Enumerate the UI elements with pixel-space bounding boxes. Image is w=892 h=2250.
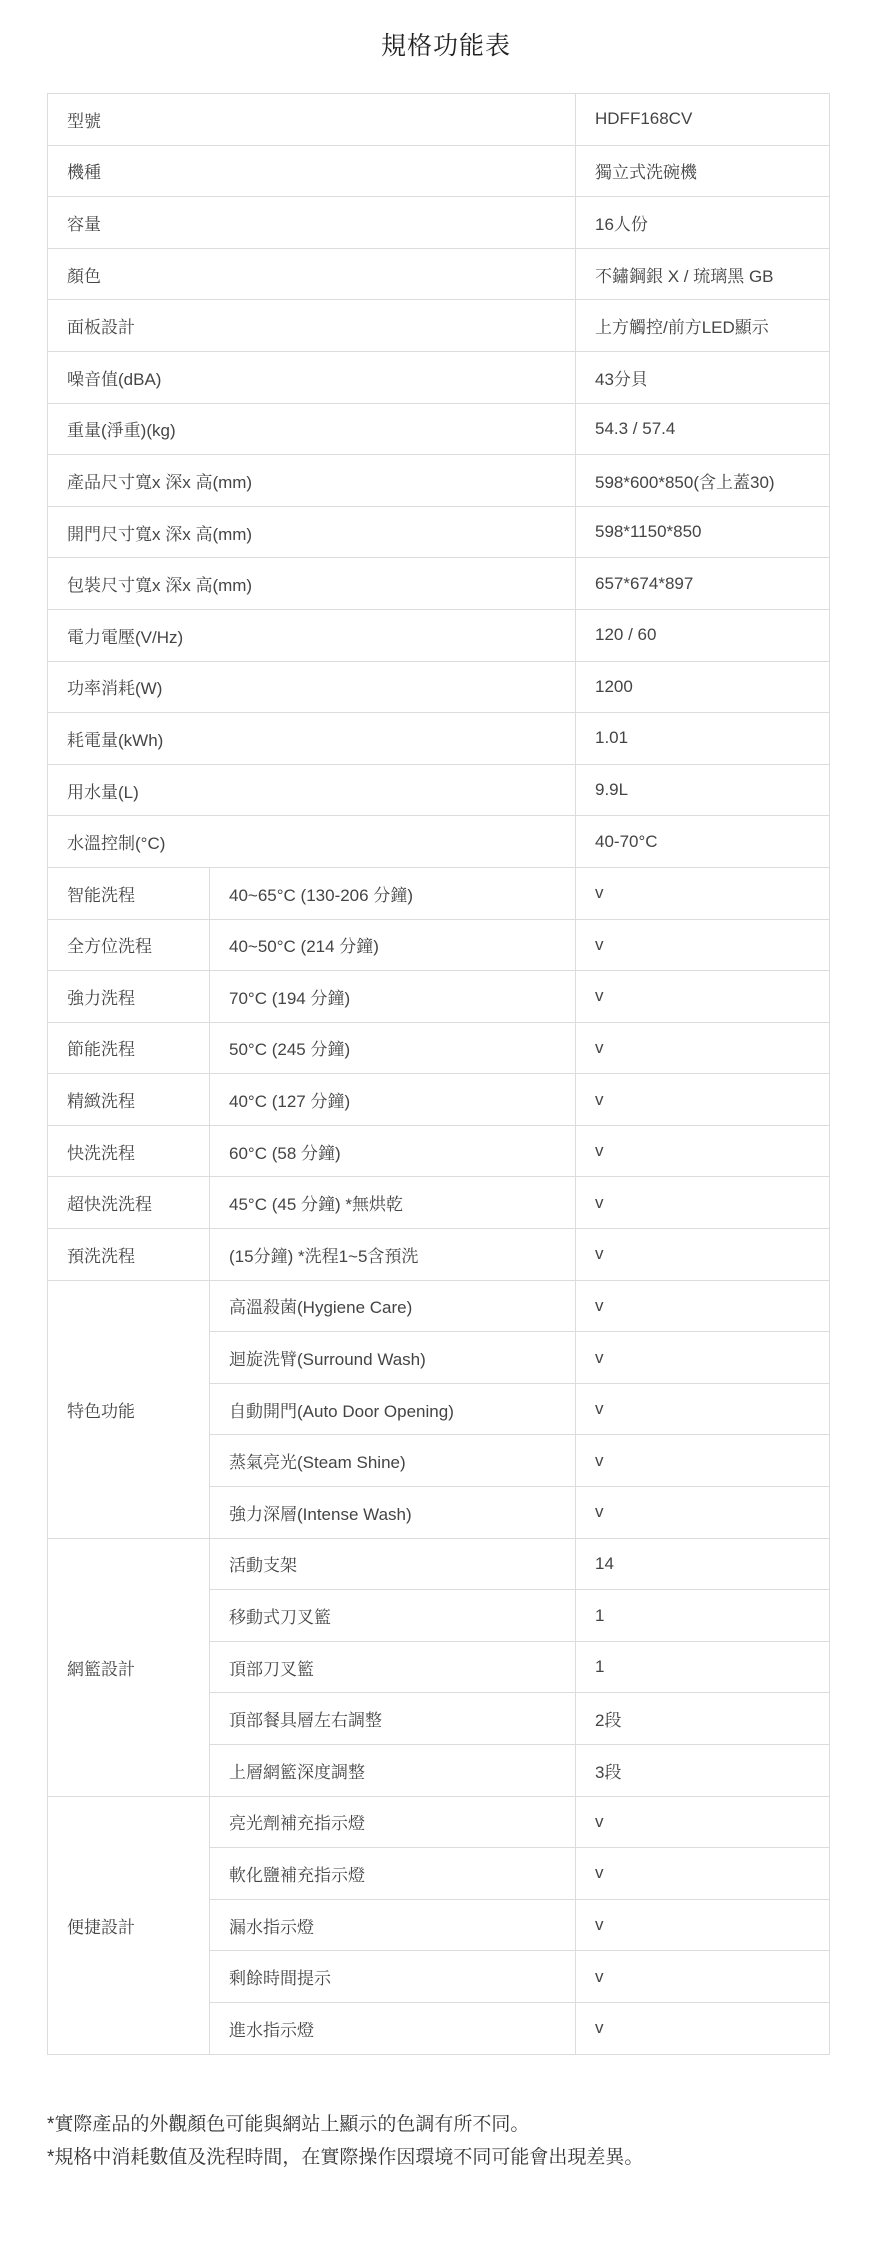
- spec-label: 產品尺寸寬x 深x 高(mm): [48, 455, 576, 507]
- program-description: 45°C (45 分鐘) *無烘乾: [210, 1177, 576, 1229]
- footnote-color: *實際產品的外觀顏色可能與網站上顯示的色調有所不同。: [47, 2114, 530, 2135]
- spec-label: 型號: [48, 94, 576, 146]
- feature-value: v: [576, 1383, 830, 1435]
- feature-label: 上層網籃深度調整: [210, 1745, 576, 1797]
- spec-label: 開門尺寸寬x 深x 高(mm): [48, 506, 576, 558]
- feature-label: 移動式刀叉籃: [210, 1590, 576, 1642]
- spec-label: 水溫控制(°C): [48, 816, 576, 868]
- feature-value: v: [576, 1951, 830, 2003]
- feature-label: 剩餘時間提示: [210, 1951, 576, 2003]
- program-name: 智能洗程: [48, 867, 210, 919]
- program-value: v: [576, 867, 830, 919]
- table-row: [48, 867, 830, 919]
- spec-value: 1.01: [576, 713, 830, 765]
- program-description: 40~65°C (130-206 分鐘): [210, 867, 576, 919]
- feature-value: v: [576, 2002, 830, 2054]
- program-value: v: [576, 919, 830, 971]
- spec-label: 包裝尺寸寬x 深x 高(mm): [48, 558, 576, 610]
- feature-value: v: [576, 1435, 830, 1487]
- feature-label: 迴旋洗臂(Surround Wash): [210, 1332, 576, 1384]
- spec-value: 獨立式洗碗機: [576, 145, 830, 197]
- feature-label: 強力深層(Intense Wash): [210, 1487, 576, 1539]
- table-row: [48, 558, 830, 610]
- spec-value: 657*674*897: [576, 558, 830, 610]
- footnotes: [47, 2108, 643, 2174]
- table-row: [48, 248, 830, 300]
- spec-value: 不鏽鋼銀 X / 琉璃黑 GB: [576, 248, 830, 300]
- program-description: (15分鐘) *洗程1~5含預洗: [210, 1229, 576, 1281]
- spec-label: 功率消耗(W): [48, 661, 576, 713]
- table-row: [48, 455, 830, 507]
- table-row: [48, 661, 830, 713]
- feature-value: v: [576, 1899, 830, 1951]
- group-name: 特色功能: [48, 1280, 210, 1538]
- table-row: [48, 764, 830, 816]
- table-row: [48, 351, 830, 403]
- feature-value: v: [576, 1280, 830, 1332]
- program-name: 超快洗洗程: [48, 1177, 210, 1229]
- feature-value: v: [576, 1487, 830, 1539]
- feature-value: v: [576, 1332, 830, 1384]
- program-description: 40~50°C (214 分鐘): [210, 919, 576, 971]
- spec-value: 1200: [576, 661, 830, 713]
- spec-value: 120 / 60: [576, 609, 830, 661]
- table-row: [48, 300, 830, 352]
- feature-value: 14: [576, 1538, 830, 1590]
- table-row: [48, 919, 830, 971]
- feature-value: v: [576, 1848, 830, 1900]
- table-row: [48, 94, 830, 146]
- program-description: 40°C (127 分鐘): [210, 1074, 576, 1126]
- program-description: 60°C (58 分鐘): [210, 1125, 576, 1177]
- spec-label: 噪音值(dBA): [48, 351, 576, 403]
- feature-label: 亮光劑補充指示燈: [210, 1796, 576, 1848]
- table-row: [48, 1177, 830, 1229]
- footnote-consumption: *規格中消耗數值及洗程時間，在實際操作因環境不同可能會出現差異。: [47, 2147, 644, 2168]
- spec-label: 耗電量(kWh): [48, 713, 576, 765]
- table-row: [48, 971, 830, 1023]
- table-row: [48, 1796, 830, 1848]
- spec-label: 機種: [48, 145, 576, 197]
- spec-table-body: [48, 94, 830, 2055]
- program-value: v: [576, 1022, 830, 1074]
- spec-label: 電力電壓(V/Hz): [48, 609, 576, 661]
- program-name: 強力洗程: [48, 971, 210, 1023]
- program-value: v: [576, 1229, 830, 1281]
- feature-value: 1: [576, 1641, 830, 1693]
- spec-table: [47, 93, 830, 2055]
- program-value: v: [576, 1177, 830, 1229]
- program-name: 預洗洗程: [48, 1229, 210, 1281]
- group-name: 網籃設計: [48, 1538, 210, 1796]
- program-name: 快洗洗程: [48, 1125, 210, 1177]
- table-row: [48, 1022, 830, 1074]
- feature-value: 1: [576, 1590, 830, 1642]
- program-name: 精緻洗程: [48, 1074, 210, 1126]
- group-name: 便捷設計: [48, 1796, 210, 2054]
- program-value: v: [576, 1125, 830, 1177]
- program-name: 節能洗程: [48, 1022, 210, 1074]
- table-row: [48, 609, 830, 661]
- spec-label: 容量: [48, 197, 576, 249]
- program-description: 50°C (245 分鐘): [210, 1022, 576, 1074]
- program-name: 全方位洗程: [48, 919, 210, 971]
- table-row: [48, 816, 830, 868]
- spec-value: 9.9L: [576, 764, 830, 816]
- spec-label: 顏色: [48, 248, 576, 300]
- feature-label: 軟化鹽補充指示燈: [210, 1848, 576, 1900]
- feature-label: 蒸氣亮光(Steam Shine): [210, 1435, 576, 1487]
- page-title: 規格功能表: [380, 32, 511, 60]
- spec-value: 43分貝: [576, 351, 830, 403]
- table-row: [48, 145, 830, 197]
- feature-value: 3段: [576, 1745, 830, 1797]
- feature-label: 高溫殺菌(Hygiene Care): [210, 1280, 576, 1332]
- spec-value: 40-70°C: [576, 816, 830, 868]
- feature-value: 2段: [576, 1693, 830, 1745]
- feature-label: 頂部餐具層左右調整: [210, 1693, 576, 1745]
- program-value: v: [576, 1074, 830, 1126]
- table-row: [48, 403, 830, 455]
- feature-label: 活動支架: [210, 1538, 576, 1590]
- spec-value: 54.3 / 57.4: [576, 403, 830, 455]
- spec-value: 16人份: [576, 197, 830, 249]
- spec-value: HDFF168CV: [576, 94, 830, 146]
- table-row: [48, 1538, 830, 1590]
- program-description: 70°C (194 分鐘): [210, 971, 576, 1023]
- spec-label: 面板設計: [48, 300, 576, 352]
- table-row: [48, 1125, 830, 1177]
- spec-value: 598*1150*850: [576, 506, 830, 558]
- feature-label: 頂部刀叉籃: [210, 1641, 576, 1693]
- program-value: v: [576, 971, 830, 1023]
- spec-value: 598*600*850(含上蓋30): [576, 455, 830, 507]
- feature-label: 進水指示燈: [210, 2002, 576, 2054]
- spec-value: 上方觸控/前方LED顯示: [576, 300, 830, 352]
- table-row: [48, 713, 830, 765]
- spec-label: 重量(淨重)(kg): [48, 403, 576, 455]
- spec-label: 用水量(L): [48, 764, 576, 816]
- table-row: [48, 1229, 830, 1281]
- table-row: [48, 1074, 830, 1126]
- table-row: [48, 1280, 830, 1332]
- feature-label: 漏水指示燈: [210, 1899, 576, 1951]
- table-row: [48, 506, 830, 558]
- feature-label: 自動開門(Auto Door Opening): [210, 1383, 576, 1435]
- table-row: [48, 197, 830, 249]
- feature-value: v: [576, 1796, 830, 1848]
